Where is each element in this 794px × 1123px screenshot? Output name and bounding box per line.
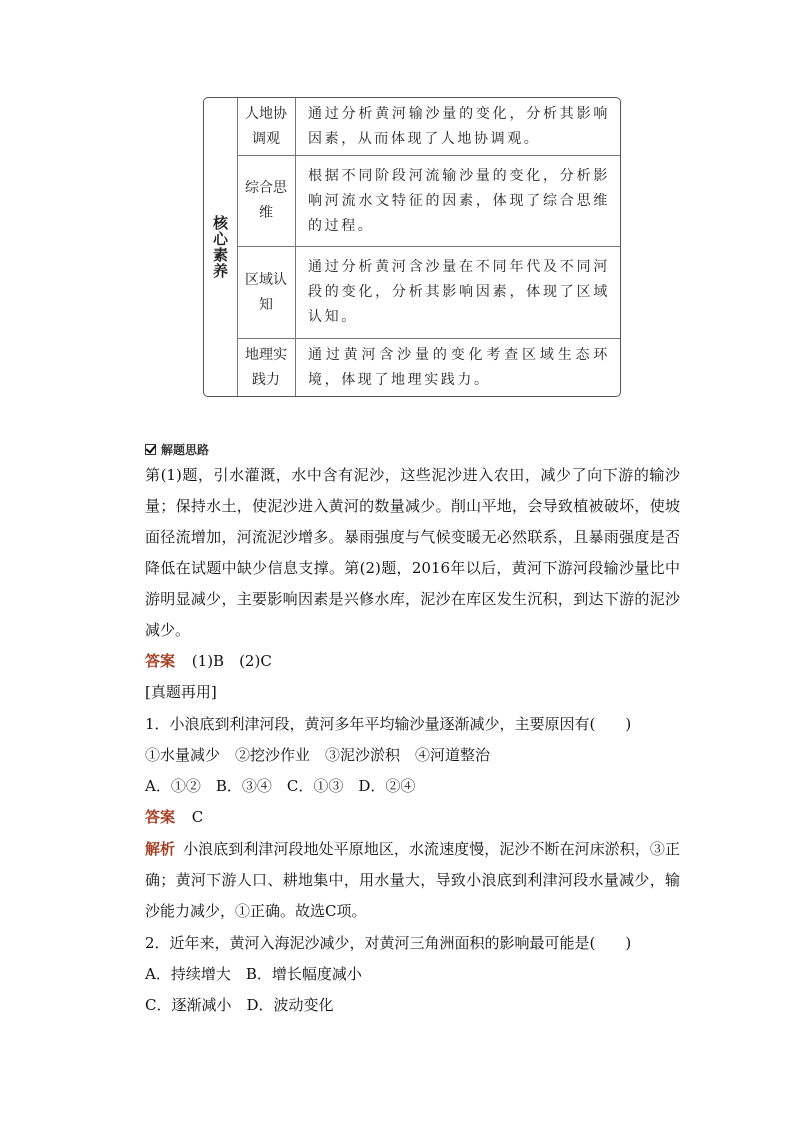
question-1-stem: 1．小浪底到利津河段，黄河多年平均输沙量逐渐减少，主要原因有( ) [145, 715, 632, 733]
row-label: 区域认知 [237, 247, 296, 338]
row-label: 地理实践力 [237, 339, 296, 396]
answer-value: C [191, 808, 204, 826]
answer-label: 答案 [145, 652, 176, 670]
row-text: 根据不同阶段河流输沙量的变化，分析影响河流水文特征的因素，体现了综合思维的过程。 [308, 167, 610, 234]
table-heading: 核心素养 [211, 215, 229, 279]
reuse-heading: [真题再用] [145, 683, 217, 701]
answer-line [145, 646, 272, 677]
solution-paragraph: 第(1)题，引水灌溉，水中含有泥沙，这些泥沙进入农田，减少了向下游的输沙量；保持水土，使泥沙进入黄河的数量减少。削山平地，会导致植被破坏，使坡面径流增加，河流泥沙增多。暴雨强度与气候变暖无必然联系，且暴雨强度是否降低在试题中缺少信息支撑。第(2)题，2016年以后，黄河下游河段输沙量比中游明显减少，主要影响因素是兴修水库，泥沙在库区发生沉积，到达下游的泥沙减少。 [145, 466, 680, 639]
solution-tag [145, 441, 209, 458]
table-row [237, 98, 620, 156]
core-literacy-table [203, 97, 621, 397]
question-2-options-row-1: A．持续增大 B．增长幅度减小 [145, 965, 362, 983]
question-1-items: ①水量减少 ②挖沙作业 ③泥沙淤积 ④河道整治 [145, 746, 491, 764]
question-2-stem: 2．近年来，黄河入海泥沙减少，对黄河三角洲面积的影响最可能是( ) [145, 934, 632, 952]
table-row [237, 247, 620, 339]
question-1-options: A．①② B．③④ C．①③ D．②④ [145, 777, 416, 795]
row-text: 通过黄河含沙量的变化考查区域生态环境，体现了地理实践力。 [308, 346, 610, 388]
analysis-text: 小浪底到利津河段地处平原地区，水流速度慢，泥沙不断在河床淤积，③正确；黄河下游人口、耕地集中，用水量大，导致小浪底到利津河段水量减少，输沙能力减少，①正确。故选C项。 [145, 840, 680, 920]
row-text: 通过分析黄河输沙量的变化，分析其影响因素，从而体现了人地协调观。 [308, 105, 610, 147]
table-row [237, 156, 620, 247]
analysis-label: 解析 [145, 840, 176, 858]
row-text: 通过分析黄河含沙量在不同年代及不同河段的变化，分析其影响因素，体现了区域认知。 [308, 259, 610, 325]
checkbox-icon [145, 444, 156, 455]
table-heading-cell [204, 98, 238, 396]
answer-value: (1)B (2)C [191, 652, 272, 670]
row-label: 综合思维 [237, 156, 296, 246]
answer-label: 答案 [145, 808, 176, 826]
question-2-options-row-2: C．逐渐减小 D．波动变化 [145, 996, 334, 1014]
question-1-analysis [145, 834, 680, 927]
question-1-answer [145, 802, 203, 833]
table-row [237, 339, 620, 396]
row-label: 人地协调观 [237, 98, 296, 155]
solution-tag-label: 解题思路 [161, 443, 210, 457]
